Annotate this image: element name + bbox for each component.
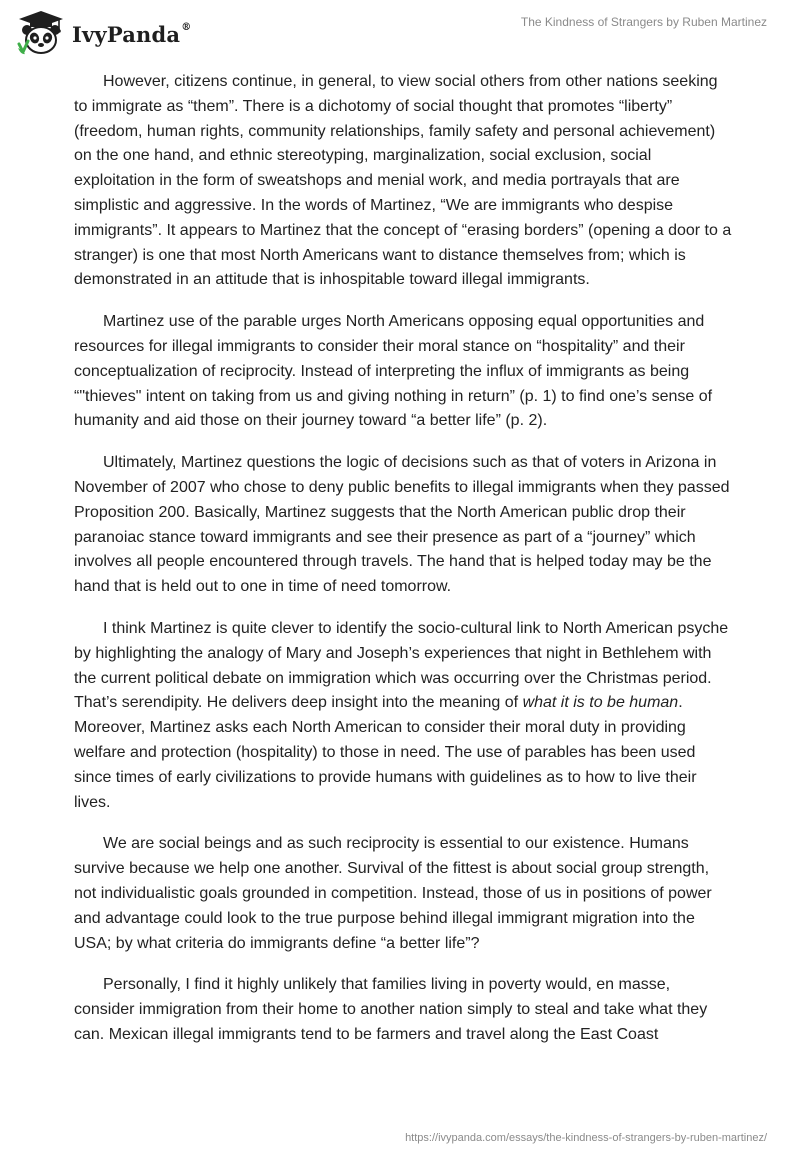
essay-body (74, 70, 734, 1065)
paragraph-4-emphasis: what it is to be human (522, 694, 679, 712)
paragraph-1-text: However, citizens continue, in general, to view social others from other nations seeking to immigrate as “them”. There is a dichotomy of social thought that promotes “liberty” (freedom, human rights, community relationships, family safety and personal achievement) on the one hand, and ethnic stereotyping, marginalization, social exclusion, social exploitation in the form of sweatshops and menial work, and media portrayals that are simplistic and aggressive. In the words of Martinez, “We are immigrants who despise immigrants”. It appears to Martinez that the concept of “erasing borders” (opening a door to a stranger) is one that most North Americans want to distance themselves from; which is demonstrated in an attitude that is inhospitable toward illegal immigrants. (74, 73, 732, 289)
logo-text: IvyPanda (72, 21, 181, 47)
page-header (0, 0, 800, 70)
registered-mark: ® (181, 21, 192, 33)
paragraph-2-text: Martinez use of the parable urges North Americans opposing equal opportunities and resources for illegal immigrants to consider their moral stance on “hospitality” and their conceptualization of reciprocity. Instead of interpreting the influx of immigrants as being “"thieves" intent on taking from us and giving nothing in return” (p. 1) to find one’s sense of humanity and aid those on their journey toward “a better life” (p. 2). (74, 313, 713, 430)
document-title: The Kindness of Strangers by Ruben Martinez (520, 15, 767, 29)
source-url-link[interactable]: https://ivypanda.com/essays/the-kindness-of-strangers-by-ruben-martinez/ (405, 1132, 767, 1144)
paragraph-4 (74, 617, 734, 815)
paragraph-5-text: We are social beings and as such reciprocity is essential to our existence. Humans survive because we help one another. Survival of the fittest is about social group strength, not individualistic goals grounded in competition. Instead, those of us in positions of power and advantage could look to the true purpose behind illegal immigrant migration into the USA; by what criteria do immigrants define “a better life”? (74, 835, 712, 952)
logo-wordmark (72, 22, 191, 47)
ivypanda-logo[interactable] (16, 8, 191, 58)
paragraph-4-text-start: I think Martinez is quite clever to identify the socio-cultural link to North American psyche by highlighting the analogy of Mary and Joseph’s experiences that night in Bethlehem with the current political debate on immigration which was occurring over the Christmas period. That’s serendipity. He delivers deep insight into the meaning of (74, 619, 729, 712)
paragraph-3 (74, 451, 734, 600)
paragraph-5 (74, 832, 734, 956)
paragraph-6 (74, 973, 734, 1047)
paragraph-2 (74, 310, 734, 434)
panda-graduation-cap-icon (16, 8, 66, 58)
paragraph-1 (74, 70, 734, 293)
paragraph-4-text-end: . Moreover, Martinez asks each North American to consider their moral duty in providing welfare and protection (hospitality) to those in need. The use of parables has been used since times of early civilizations to provide humans with guidelines as to how to live their lives. (74, 694, 697, 811)
paragraph-6-text: Personally, I find it highly unlikely that families living in poverty would, en masse, consider immigration from their home to another nation simply to steal and take what they can. Mexican illegal immigrants tend to be farmers and travel along the East Coast (74, 976, 708, 1043)
paragraph-3-text: Ultimately, Martinez questions the logic of decisions such as that of voters in Arizona in November of 2007 who chose to deny public benefits to illegal immigrants when they passed Proposition 200. Basically, Martinez suggests that the North American public drop their paranoiac stance toward immigrants and see their presence as part of a “journey” which involves all people encountered through travels. The hand that is helped today may be the hand that is held out to one in time of need tomorrow. (74, 454, 730, 596)
